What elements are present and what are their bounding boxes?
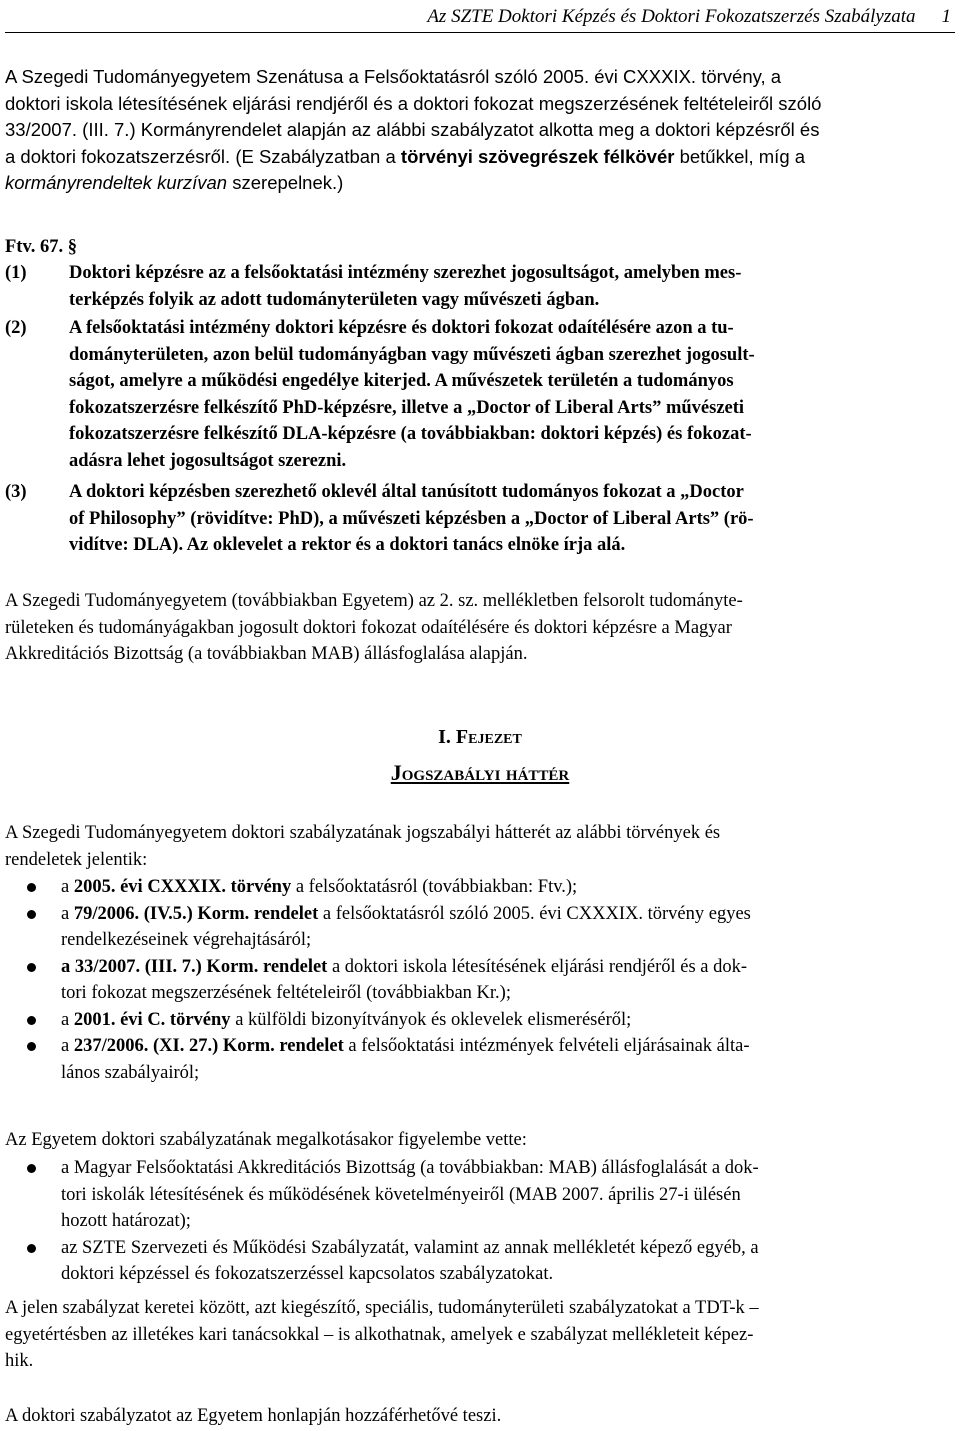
consider-list-item: az SZTE Szervezeti és Működési Szabályzatát, valamint az annak mellékletét képező egyéb, a doktori képzéssel és fokozatszerzéssel kapcsolatos szabályzatokat. bbox=[5, 1235, 955, 1288]
ftv-paragraph-3: (3) A doktori képzésben szerezhető oklevél által tanúsított tudományos fokozat a „Doctor of Philosophy” (rövidítve: PhD), a művészeti képzésben a „Doctor of Liberal Arts” (rö- vidítve: DLA). Az oklevelet a rektor és a doktori tanács elnöke írja alá. bbox=[5, 482, 754, 555]
intro-line: a doktori fokozatszerzésről. (E Szabályzatban a törvényi szövegrészek félkövér betűkkel, míg a bbox=[5, 145, 806, 167]
legal-list-item: a 79/2006. (IV.5.) Korm. rendelet a felsőoktatásról szóló 2005. évi CXXXIX. törvény egyes rendelkezéseinek végrehajtásáról; bbox=[5, 901, 955, 954]
ftv-paragraph-2: (2) A felsőoktatási intézmény doktori képzésre és doktori fokozat odaítélésére azon a tu- dományterületen, azon belül tudományágban vagy művészeti ágban szerezhet jogosult- ságot, amelyre a működési engedélye kiterjed. A művészetek területén a tudományos fokozatszerzésre felkészítő PhD-képzésre, illetve a „Doctor of Liberal Arts” művészeti fokozatszerzésre felkészítő DLA-képzésre (a továbbiakban: doktori képzés) és fokozat- adásra lehet jogosultságot szerezni. bbox=[5, 318, 755, 471]
ftv-heading: Ftv. 67. § bbox=[5, 237, 77, 257]
italic-marker: kormányrendeltek kurzívan bbox=[5, 172, 228, 193]
consider-list bbox=[5, 1155, 955, 1288]
bullet-icon bbox=[27, 883, 36, 892]
legal-intro: A Szegedi Tudományegyetem doktori szabályzatának jogszabályi hátterét az alábbi törvények és rendeletek jelentik: bbox=[5, 823, 721, 870]
page-number: 1 bbox=[941, 6, 951, 27]
page-header bbox=[5, 2, 955, 33]
legal-list-item: a 237/2006. (XI. 27.) Korm. rendelet a felsőoktatási intézmények felvételi eljárásainak álta- lános szabályairól; bbox=[5, 1033, 955, 1086]
intro-line: kormányrendeltek kurzívan szerepelnek.) bbox=[5, 172, 344, 193]
bullet-icon bbox=[27, 1164, 36, 1173]
intro-line: A Szegedi Tudományegyetem Szenátusa a Felsőoktatásról szóló 2005. évi CXXXIX. törvény, a bbox=[5, 66, 782, 87]
legal-list-item: a 2001. évi C. törvény a külföldi bizonyítványok és oklevelek elismeréséről; bbox=[5, 1007, 955, 1034]
bullet-icon bbox=[27, 1016, 36, 1025]
legal-list-item: a 2005. évi CXXXIX. törvény a felsőoktatásról (továbbiakban: Ftv.); bbox=[5, 874, 955, 901]
legal-list-item: a 33/2007. (III. 7.) Korm. rendelet a doktori iskola létesítésének eljárási rendjéről és a dok- tori fokozat megszerzésének feltételeiről (továbbiakban Kr.); bbox=[5, 954, 955, 1007]
mab-paragraph: A Szegedi Tudományegyetem (továbbiakban Egyetem) az 2. sz. mellékletben felsorolt tudományte- rületeken és tudományágakban jogosult doktori fokozat odaítélésére és doktori képzésre a Magyar Akkreditációs Bizottság (a továbbiakban MAB) állásfoglalása alapján. bbox=[5, 591, 743, 664]
header-title: Az SZTE Doktori Képzés és Doktori Fokozatszerzés Szabályzata bbox=[427, 6, 916, 27]
intro-paragraph bbox=[5, 64, 955, 197]
chapter-number: I. Fejezet bbox=[438, 726, 522, 748]
chapter-title: Jogszabályi háttér bbox=[390, 760, 570, 785]
consider-list-item: a Magyar Felsőoktatási Akkreditációs Bizottság (a továbbiakban: MAB) állásfoglalását a dok- tori iskolák létesítésének és működésének követelményeiről (MAB 2007. április 27-i ülésén hozott határozat); bbox=[5, 1155, 955, 1235]
bullet-icon bbox=[27, 963, 36, 972]
consider-intro: Az Egyetem doktori szabályzatának megalkotásakor figyelembe vette: bbox=[5, 1130, 527, 1150]
bold-marker: törvényi szövegrészek félkövér bbox=[400, 145, 675, 167]
intro-line: 33/2007. (III. 7.) Kormányrendelet alapján az alábbi szabályzatot alkotta meg a doktori képzésről és bbox=[5, 119, 820, 140]
bullet-icon bbox=[27, 910, 36, 919]
closing-paragraph: A jelen szabályzat keretei között, azt kiegészítő, speciális, tudományterületi szabályzatokat a TDT-k – egyetértésben az illetékes kari tanácsokkal – is alkothatnak, amelyek e szabályzat mellékleteit képez- hik. bbox=[5, 1298, 759, 1371]
intro-line: doktori iskola létesítésének eljárási rendjéről és a doktori fokozat megszerzésének feltételeiről szóló bbox=[5, 92, 822, 114]
legal-list bbox=[5, 874, 955, 1086]
bullet-icon bbox=[27, 1042, 36, 1051]
bullet-icon bbox=[27, 1244, 36, 1253]
ftv-paragraph-1: (1) Doktori képzésre az a felsőoktatási intézmény szerezhet jogosultságot, amelyben mes- terképzés folyik az adott tudományterületen vagy művészeti ágban. bbox=[5, 263, 742, 310]
closing-last-line: A doktori szabályzatot az Egyetem honlapján hozzáférhetővé teszi. bbox=[5, 1406, 502, 1426]
